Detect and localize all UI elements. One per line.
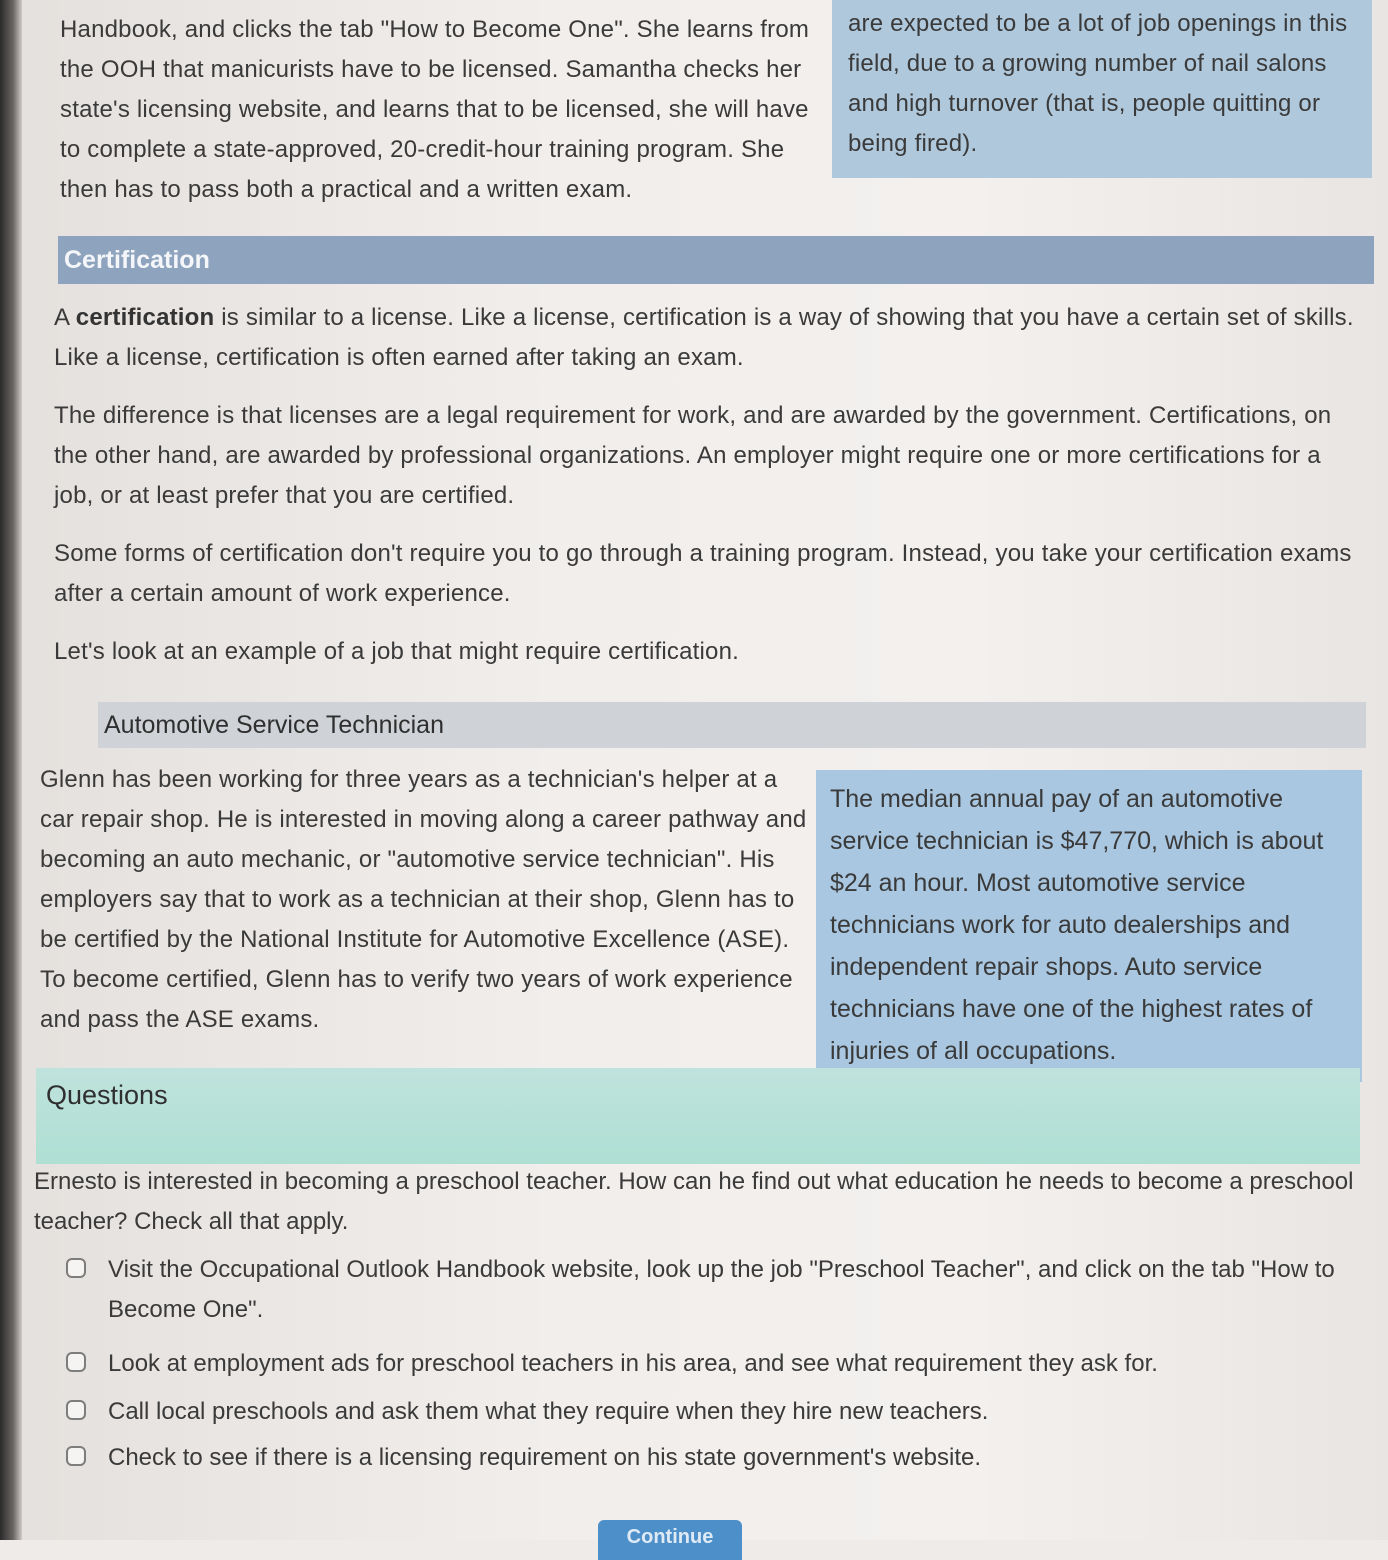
answer-option-3[interactable] bbox=[66, 1392, 1346, 1432]
licensing-example-text: Handbook, and clicks the tab "How to Become One". She learns from the OOH that manicurists have to be licensed. Samantha checks her state's licensing website, and learns that to be licensed, she will have to complete a state-approved, 20-credit-hour training program. She then has to pass both a practical and a written exam. bbox=[60, 16, 810, 203]
pay-info-box bbox=[816, 770, 1362, 1082]
checkbox[interactable] bbox=[66, 1352, 86, 1372]
option-label: Call local preschools and ask them what they require when they hire new teachers. bbox=[108, 1398, 989, 1425]
certification-paragraph-4: Let's look at an example of a job that might require certification. bbox=[54, 638, 740, 665]
section-heading-certification: Certification bbox=[58, 236, 1374, 284]
certification-paragraph-3: Some forms of certification don't require you to go through a training program. Instead, you take your certification exams after a certain amount of work experience. bbox=[54, 540, 1352, 607]
answer-option-1[interactable] bbox=[66, 1250, 1346, 1330]
option-label: Look at employment ads for preschool teachers in his area, and see what requirement they ask for. bbox=[108, 1350, 1158, 1377]
paragraph-rest: is similar to a license. Like a license, certification is a way of showing that you have a certain set of skills. Like a license, certification is often earned after taking an exam. bbox=[54, 304, 1354, 371]
certification-paragraph-1 bbox=[54, 298, 1364, 378]
paragraph-lead: A bbox=[54, 304, 76, 331]
info-box-text: are expected to be a lot of job openings in this field, due to a growing number of nail salons and high turnover (that is, people quitting or being fired). bbox=[848, 10, 1348, 157]
screen-bezel bbox=[0, 0, 22, 1540]
checkbox[interactable] bbox=[66, 1446, 86, 1466]
licensing-info-box bbox=[832, 0, 1372, 178]
example-heading: Automotive Service Technician bbox=[98, 702, 1366, 748]
option-label: Visit the Occupational Outlook Handbook website, look up the job "Preschool Teacher", and click on the tab "How to Become One". bbox=[108, 1256, 1335, 1323]
question-prompt: Ernesto is interested in becoming a preschool teacher. How can he find out what education he needs to become a preschool teacher? Check all that apply. bbox=[34, 1168, 1354, 1235]
answer-option-2[interactable] bbox=[66, 1344, 1346, 1384]
example-story: Glenn has been working for three years as a technician's helper at a car repair shop. He is interested in moving along a career pathway and becoming an auto mechanic, or "automotive service technician". His employers say that to work as a technician at their shop, Glenn has to be certified by the National Institute for Automotive Excellence (ASE). To become certified, Glenn has to verify two years of work experience and pass the ASE exams. bbox=[40, 766, 807, 1033]
checkbox[interactable] bbox=[66, 1258, 86, 1278]
certification-paragraph-2: The difference is that licenses are a legal requirement for work, and are awarded by the government. Certifications, on the other hand, are awarded by professional organizations. An employer might require one or more certifications for a job, or at least prefer that you are certified. bbox=[54, 402, 1332, 509]
questions-heading: Questions bbox=[36, 1068, 1360, 1164]
continue-button[interactable]: Continue bbox=[598, 1520, 742, 1560]
checkbox[interactable] bbox=[66, 1400, 86, 1420]
certification-term: certification bbox=[75, 304, 215, 331]
pay-info-text: The median annual pay of an automotive service technician is $47,770, which is about $24 an hour. Most automotive service technicians work for auto dealerships and independent repair shops. Auto service technicians have one of the highest rates of injuries of all occupations. bbox=[830, 785, 1324, 1065]
answer-option-4[interactable] bbox=[66, 1438, 1346, 1478]
option-label: Check to see if there is a licensing requirement on his state government's website. bbox=[108, 1444, 982, 1471]
